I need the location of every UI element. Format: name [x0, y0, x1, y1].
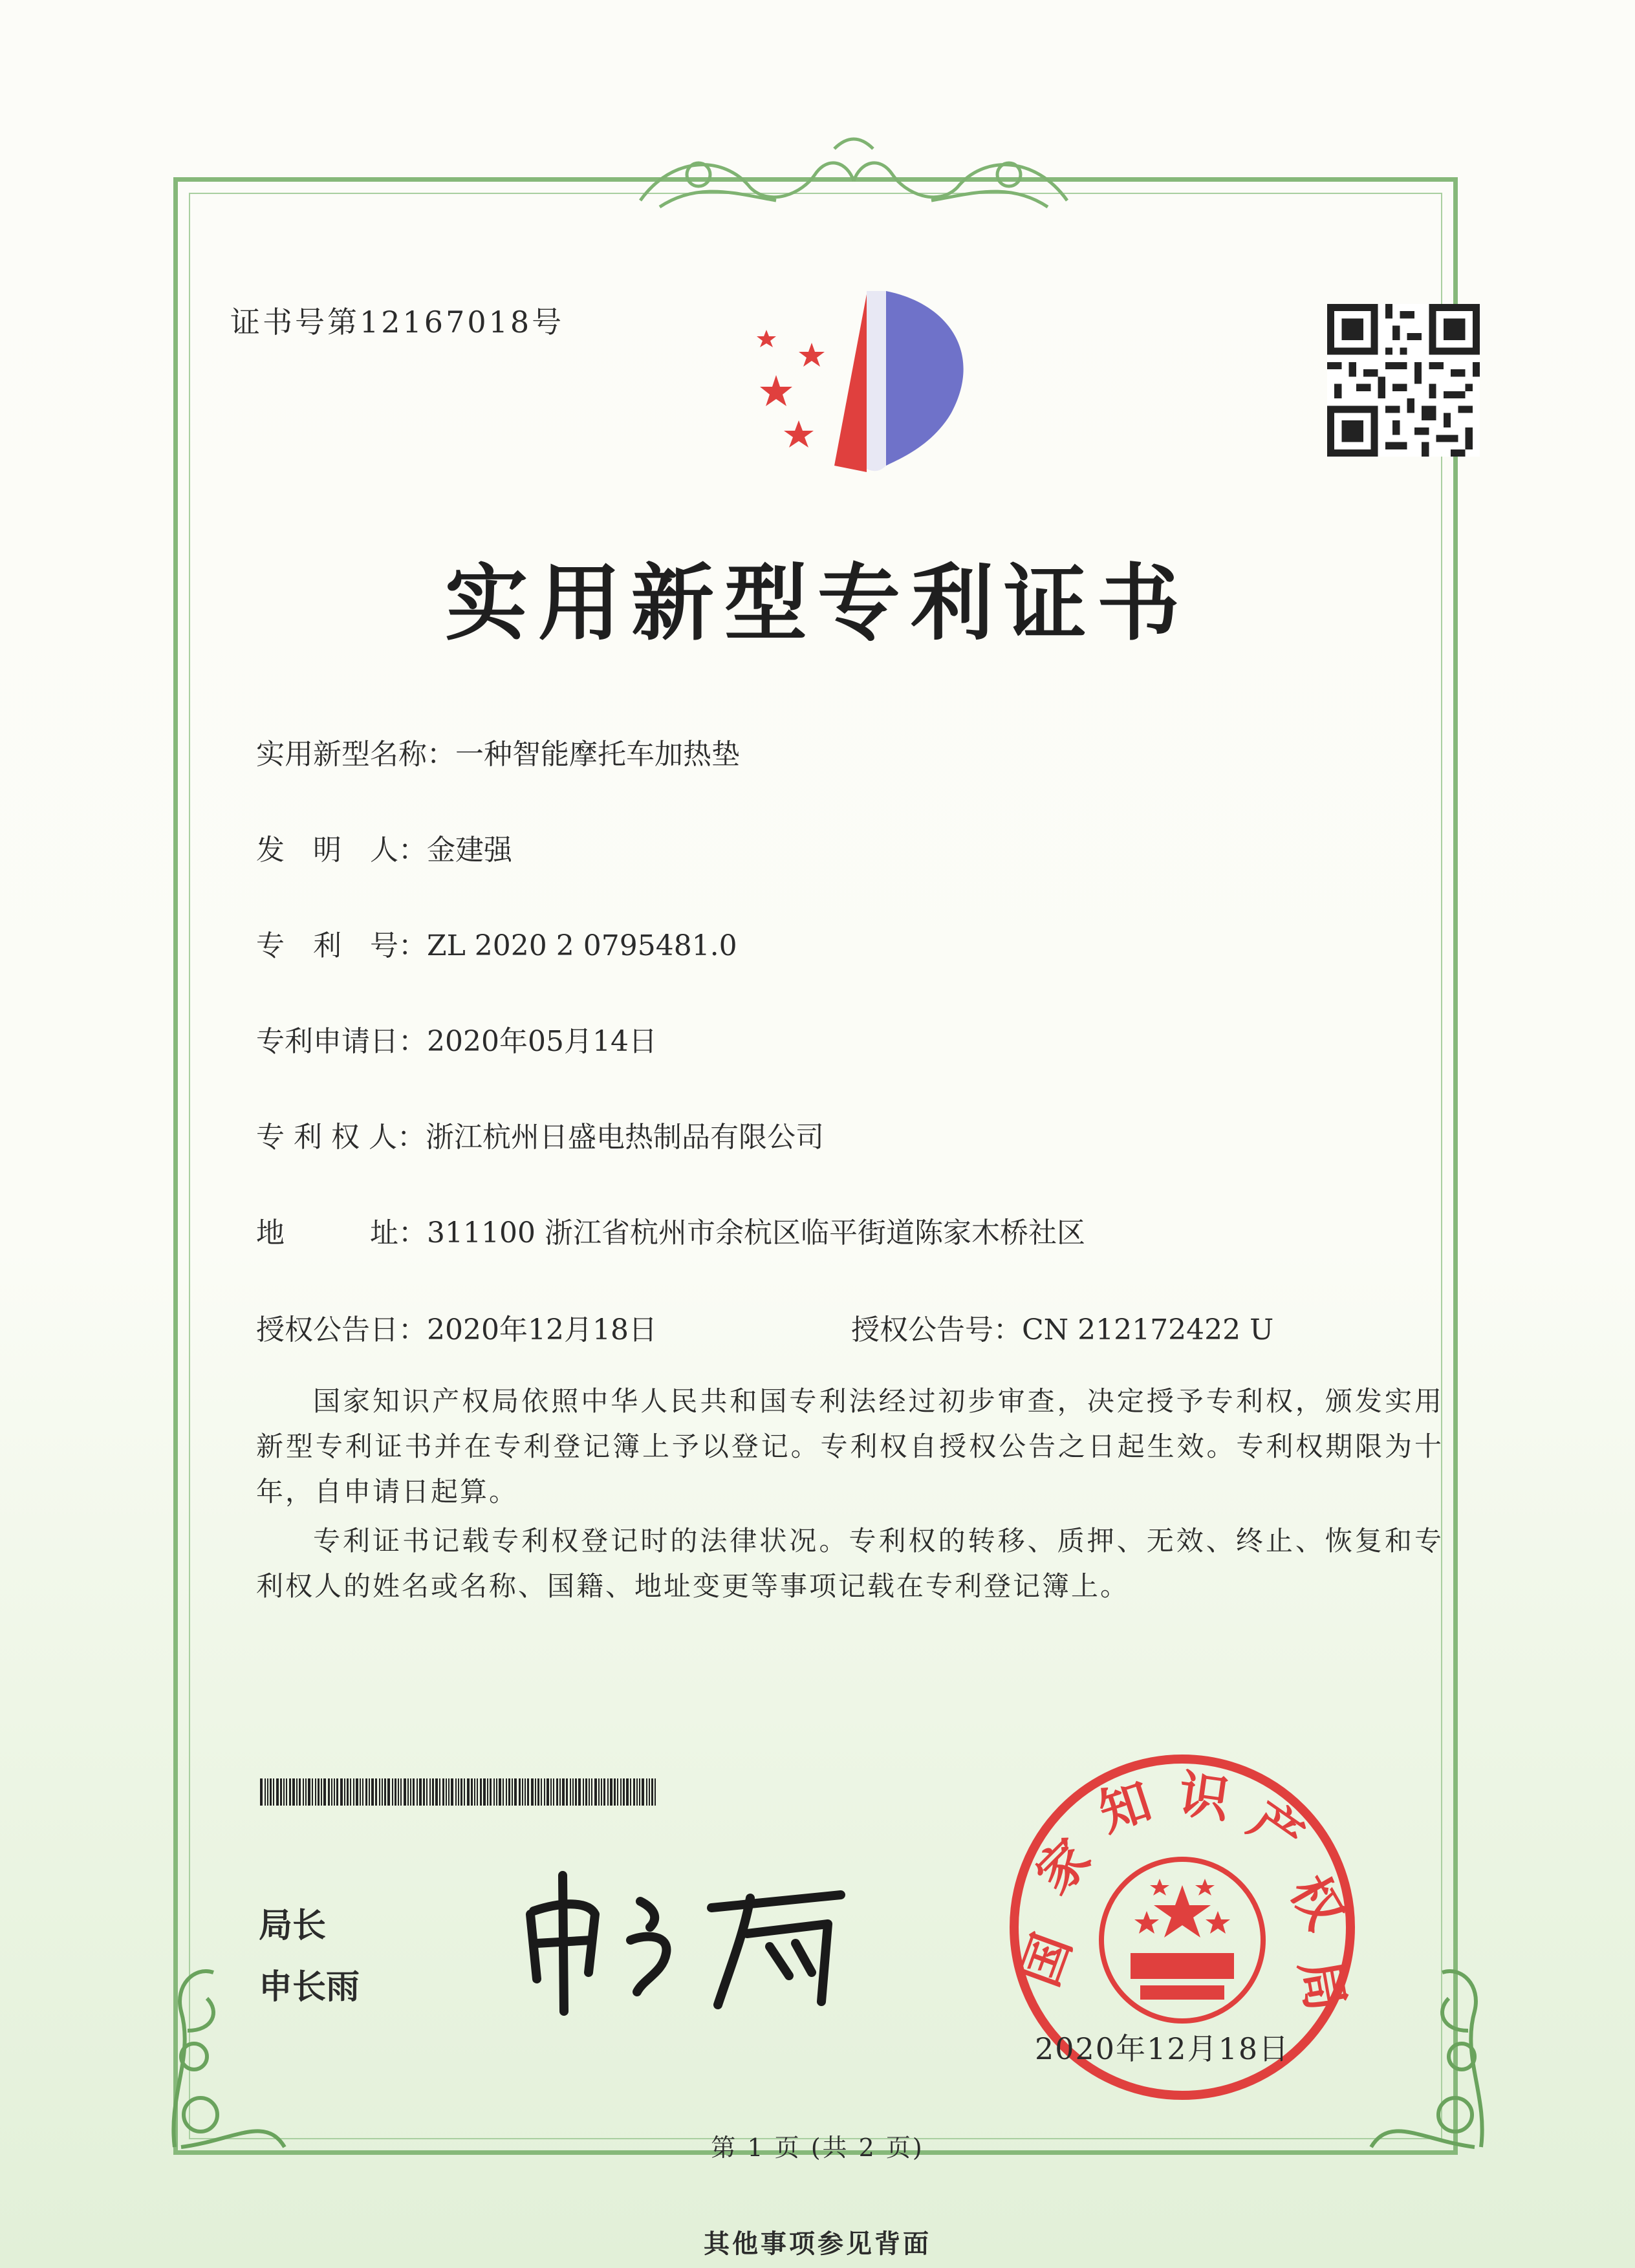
barcode-bar	[283, 1778, 285, 1806]
barcode-bar	[299, 1778, 301, 1806]
field-patentee	[256, 1114, 824, 1155]
barcode-bar	[464, 1778, 465, 1806]
barcode-bar	[276, 1778, 279, 1806]
barcode-bar	[369, 1778, 370, 1806]
barcode-bar	[639, 1778, 640, 1806]
statement-paragraph-2: 专利证书记载专利权登记时的法律状况。专利权的转移、质押、无效、终止、恢复和专利权人的姓名或名称、国籍、地址变更等事项记载在专利登记簿上。	[256, 1525, 1444, 1602]
barcode-bar	[583, 1778, 584, 1806]
barcode-bar	[318, 1778, 319, 1806]
barcode-bar	[387, 1778, 390, 1806]
barcode-bar	[371, 1778, 374, 1806]
barcode-bar	[331, 1778, 332, 1806]
field-label: 地 址：	[256, 1216, 427, 1249]
barcode-bar	[439, 1778, 440, 1806]
field-utility-model-name	[256, 731, 740, 772]
barcode-bar	[286, 1778, 287, 1806]
barcode-bar	[610, 1778, 612, 1806]
barcode-bar	[483, 1778, 486, 1806]
barcode-bar	[559, 1778, 561, 1806]
field-application-date	[256, 1018, 657, 1059]
barcode-bar	[556, 1778, 558, 1806]
barcode-bar	[270, 1778, 272, 1806]
barcode-bar	[417, 1778, 418, 1806]
barcode-bar	[410, 1778, 411, 1806]
field-publication-date	[256, 1306, 657, 1348]
barcode-bar	[531, 1778, 534, 1806]
field-label: 专 利 号：	[256, 929, 427, 962]
barcode-bar	[467, 1778, 470, 1806]
barcode-bar	[321, 1778, 322, 1806]
barcode-bar	[347, 1778, 349, 1806]
barcode-bar	[594, 1778, 597, 1806]
field-value: 一种智能摩托车加热垫	[455, 738, 740, 771]
barcode-bar	[423, 1778, 425, 1806]
barcode-bar	[432, 1778, 434, 1806]
barcode-bar	[375, 1778, 377, 1806]
barcode-bar	[356, 1778, 358, 1806]
barcode-bar	[395, 1778, 396, 1806]
barcode-bar	[607, 1778, 609, 1806]
barcode-bar	[265, 1778, 266, 1806]
barcode-bar	[487, 1778, 488, 1806]
field-label: 授权公告号：	[851, 1313, 1022, 1346]
barcode-bar	[260, 1778, 263, 1806]
field-label: 专 利 权 人：	[256, 1121, 426, 1154]
barcode-bar	[519, 1778, 521, 1806]
field-value: CN 212172422 U	[1022, 1313, 1274, 1346]
barcode-bar	[591, 1778, 592, 1806]
field-value: 311100 浙江省杭州市余杭区临平街道陈家木桥社区	[427, 1216, 1085, 1249]
barcode-bar	[305, 1778, 307, 1806]
barcode-bar	[477, 1778, 478, 1806]
barcode-bar	[651, 1778, 653, 1806]
barcode-bar	[626, 1778, 629, 1806]
top-ornament	[621, 129, 1087, 220]
seal-char-2: 家	[1025, 1828, 1103, 1906]
barcode-bar	[566, 1778, 568, 1806]
barcode-bar	[365, 1778, 367, 1806]
barcode-bar	[448, 1778, 449, 1806]
barcode-bar	[527, 1778, 529, 1806]
barcode-bar	[541, 1778, 542, 1806]
barcode-bar	[344, 1778, 345, 1806]
field-label: 授权公告日：	[256, 1313, 427, 1346]
barcode-bar	[455, 1778, 457, 1806]
qr-code-icon	[1327, 304, 1480, 457]
barcode-bar	[267, 1778, 268, 1806]
cnipa-logo-icon	[737, 285, 983, 479]
barcode-bar	[296, 1778, 298, 1806]
barcode-bar	[512, 1778, 513, 1806]
barcode-bar	[471, 1778, 473, 1806]
barcode-bar	[525, 1778, 526, 1806]
barcode-bar	[334, 1778, 335, 1806]
barcode-bar	[292, 1778, 295, 1806]
barcode-bar	[429, 1778, 431, 1806]
barcode-bar	[407, 1778, 409, 1806]
barcode-bar	[273, 1778, 274, 1806]
handwritten-signature	[517, 1863, 854, 2018]
barcode-bar	[480, 1778, 482, 1806]
barcode-bar	[379, 1778, 380, 1806]
barcode-bar	[360, 1778, 361, 1806]
barcode-bar	[646, 1778, 647, 1806]
barcode-bar	[435, 1778, 438, 1806]
barcode-bar	[446, 1778, 447, 1806]
barcode-bar	[323, 1778, 326, 1806]
barcode-bar	[340, 1778, 343, 1806]
seal-char-5: 产	[1239, 1791, 1314, 1868]
barcode-bar	[350, 1778, 351, 1806]
certificate-title: 实用新型专利证书	[444, 555, 1190, 652]
barcode-bar	[562, 1778, 565, 1806]
barcode-bar	[553, 1778, 554, 1806]
barcode-bar	[598, 1778, 600, 1806]
barcode-bar	[570, 1778, 571, 1806]
barcode-bar	[649, 1778, 650, 1806]
barcode-bar	[384, 1778, 386, 1806]
field-value: 金建强	[427, 834, 512, 867]
barcode-bar	[603, 1778, 605, 1806]
field-label: 实用新型名称：	[256, 738, 455, 771]
seal-char-7: 局	[1288, 1956, 1355, 2016]
barcode-bar	[503, 1778, 504, 1806]
barcode-bar	[392, 1778, 393, 1806]
barcode-icon	[260, 1778, 658, 1806]
barcode-bar	[442, 1778, 444, 1806]
barcode-bar	[547, 1778, 549, 1806]
barcode-bar	[308, 1778, 310, 1806]
barcode-bar	[496, 1778, 497, 1806]
field-value: ZL 2020 2 0795481.0	[427, 929, 737, 962]
field-publication-number	[851, 1306, 1273, 1348]
field-patent-number	[256, 922, 737, 964]
barcode-bar	[460, 1778, 462, 1806]
barcode-bar	[426, 1778, 428, 1806]
barcode-bar	[506, 1778, 507, 1806]
barcode-bar	[544, 1778, 545, 1806]
barcode-bar	[655, 1778, 656, 1806]
barcode-bar	[636, 1778, 638, 1806]
seal-char-1: 国	[1010, 1927, 1083, 1994]
barcode-bar	[550, 1778, 552, 1806]
barcode-bar	[404, 1778, 406, 1806]
certificate-number: 证书号第12167018号	[230, 305, 565, 340]
signatory-role: 局长	[259, 1906, 327, 1945]
field-address	[256, 1209, 1085, 1251]
barcode-bar	[589, 1778, 590, 1806]
field-value: 2020年12月18日	[427, 1313, 657, 1346]
barcode-bar	[537, 1778, 539, 1806]
seal-date: 2020年12月18日	[1035, 2031, 1290, 2066]
barcode-bar	[474, 1778, 475, 1806]
barcode-bar	[630, 1778, 631, 1806]
barcode-bar	[382, 1778, 383, 1806]
seal-char-3: 知	[1092, 1772, 1158, 1844]
barcode-bar	[328, 1778, 330, 1806]
barcode-bar	[451, 1778, 453, 1806]
barcode-bar	[398, 1778, 399, 1806]
barcode-bar	[419, 1778, 422, 1806]
barcode-bar	[499, 1778, 501, 1806]
barcode-bar	[572, 1778, 574, 1806]
barcode-bar	[522, 1778, 523, 1806]
barcode-bar	[362, 1778, 363, 1806]
barcode-bar	[585, 1778, 587, 1806]
barcode-bar	[336, 1778, 338, 1806]
seal-char-4: 识	[1175, 1765, 1233, 1830]
barcode-bar	[490, 1778, 492, 1806]
barcode-bar	[620, 1778, 622, 1806]
barcode-bar	[508, 1778, 510, 1806]
barcode-bar	[312, 1778, 313, 1806]
footer-note: 其他事项参见背面	[704, 2229, 931, 2259]
field-inventor	[256, 826, 512, 868]
signatory-name: 申长雨	[259, 1968, 360, 2007]
page-indicator: 第 1 页 (共 2 页)	[711, 2133, 924, 2162]
barcode-bar	[493, 1778, 495, 1806]
barcode-bar	[614, 1778, 616, 1806]
barcode-bar	[353, 1778, 354, 1806]
barcode-bar	[413, 1778, 415, 1806]
barcode-bar	[578, 1778, 581, 1806]
barcode-bar	[601, 1778, 602, 1806]
field-value: 浙江杭州日盛电热制品有限公司	[425, 1121, 824, 1154]
barcode-bar	[514, 1778, 517, 1806]
seal-char-6: 权	[1279, 1866, 1354, 1939]
barcode-bar	[315, 1778, 316, 1806]
barcode-bar	[642, 1778, 644, 1806]
statement-paragraph-1: 国家知识产权局依照中华人民共和国专利法经过初步审查，决定授予专利权，颁发实用新型专利证书并在专利登记簿上予以登记。专利权自授权公告之日起生效。专利权期限为十年，自申请日起算。	[256, 1385, 1444, 1507]
barcode-bar	[289, 1778, 291, 1806]
field-label: 发 明 人：	[256, 834, 427, 867]
barcode-bar	[400, 1778, 402, 1806]
barcode-bar	[633, 1778, 635, 1806]
barcode-bar	[535, 1778, 536, 1806]
barcode-bar	[575, 1778, 577, 1806]
barcode-bar	[617, 1778, 618, 1806]
field-value: 2020年05月14日	[427, 1025, 657, 1058]
field-label: 专利申请日：	[256, 1025, 427, 1058]
barcode-bar	[458, 1778, 459, 1806]
barcode-bar	[280, 1778, 282, 1806]
barcode-bar	[303, 1778, 304, 1806]
barcode-bar	[623, 1778, 625, 1806]
